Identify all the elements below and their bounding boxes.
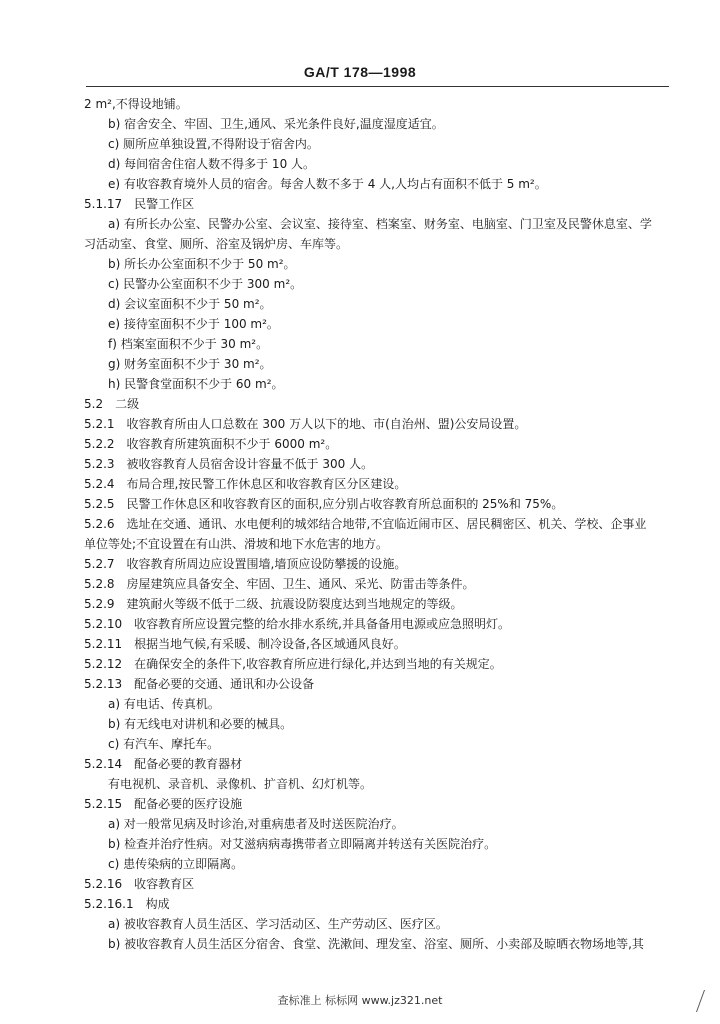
text-line: 5.1.17 民警工作区 <box>84 197 195 211</box>
text-line: 5.2 二级 <box>84 397 140 411</box>
text-line: 5.2.13 配备必要的交通、通讯和办公设备 <box>84 677 315 691</box>
text-line: 5.2.2 收容教育所建筑面积不少于 6000 m²。 <box>84 437 338 451</box>
text-line: b) 有无线电对讲机和必要的械具。 <box>108 717 293 731</box>
text-line: 5.2.14 配备必要的教育器材 <box>84 757 243 771</box>
text-line: c) 患传染病的立即隔离。 <box>108 857 244 871</box>
text-line: 5.2.11 根据当地气候,有采暖、制冷设备,各区域通风良好。 <box>84 637 406 651</box>
text-line: 5.2.16.1 构成 <box>84 897 170 911</box>
text-line: 单位等处;不宜设置在有山洪、滑坡和地下水危害的地方。 <box>84 537 389 551</box>
text-line: 5.2.4 布局合理,按民警工作休息区和收容教育区分区建设。 <box>84 477 407 491</box>
text-line: 5.2.8 房屋建筑应具备安全、牢固、卫生、通风、采光、防雷击等条件。 <box>84 577 475 591</box>
text-line: c) 厕所应单独设置,不得附设于宿舍内。 <box>108 137 319 151</box>
text-line: a) 有所长办公室、民警办公室、会议室、接待室、档案室、财务室、电脑室、门卫室及民警休息室、学 <box>108 217 652 231</box>
text-line: c) 民警办公室面积不少于 300 m²。 <box>108 277 303 291</box>
text-line: 5.2.16 收容教育区 <box>84 877 195 891</box>
text-line: b) 检查并治疗性病。对艾滋病病毒携带者立即隔离并转送有关医院治疗。 <box>108 837 497 851</box>
text-line: 5.2.15 配备必要的医疗设施 <box>84 797 243 811</box>
text-line: 有电视机、录音机、录像机、扩音机、幻灯机等。 <box>108 777 373 791</box>
text-line: b) 宿舍安全、牢固、卫生,通风、采光条件良好,温度湿度适宜。 <box>108 117 444 131</box>
text-line: 5.2.1 收容教育所由人口总数在 300 万人以下的地、市(自治州、盟)公安局设置。 <box>84 417 527 431</box>
text-line: b) 被收容教育人员生活区分宿舍、食堂、洗漱间、理发室、浴室、厕所、小卖部及晾晒衣物场地等,其 <box>108 937 644 951</box>
text-line: e) 有收容教育境外人员的宿舍。每舍人数不多于 4 人,人均占有面积不低于 5 m²。 <box>108 177 547 191</box>
text-line: a) 有电话、传真机。 <box>108 697 220 711</box>
text-line: 5.2.9 建筑耐火等级不低于二级、抗震设防裂度达到当地规定的等级。 <box>84 597 463 611</box>
text-line: e) 接待室面积不少于 100 m²。 <box>108 317 279 331</box>
text-line: 2 m²,不得设地铺。 <box>84 97 188 111</box>
text-line: 5.2.10 收容教育所应设置完整的给水排水系统,并具备备用电源或应急照明灯。 <box>84 617 510 631</box>
text-line: h) 民警食堂面积不少于 60 m²。 <box>108 377 284 391</box>
header-divider <box>86 86 669 87</box>
text-line: d) 每间宿舍住宿人数不得多于 10 人。 <box>108 157 316 171</box>
text-line: a) 被收容教育人员生活区、学习活动区、生产劳动区、医疗区。 <box>108 917 448 931</box>
text-line: 5.2.12 在确保安全的条件下,收容教育所应进行绿化,并达到当地的有关规定。 <box>84 657 502 671</box>
text-line: a) 对一般常见病及时诊治,对重病患者及时送医院治疗。 <box>108 817 404 831</box>
text-line: d) 会议室面积不少于 50 m²。 <box>108 297 272 311</box>
document-body <box>84 94 674 954</box>
text-line: f) 档案室面积不少于 30 m²。 <box>108 337 269 351</box>
text-line: 5.2.5 民警工作休息区和收容教育区的面积,应分别占收容教育所总面积的 25%和 75%。 <box>84 497 564 511</box>
page-footer-watermark: 查标准上 标标网 www.jz321.net <box>277 994 443 1007</box>
text-line: 5.2.3 被收容教育人员宿舍设计容量不低于 300 人。 <box>84 457 374 471</box>
text-line: b) 所长办公室面积不少于 50 m²。 <box>108 257 296 271</box>
text-line: 5.2.6 选址在交通、通讯、水电便利的城郊结合地带,不宜临近闹市区、居民稠密区、机关、学校、企事业 <box>84 517 647 531</box>
text-line: 5.2.7 收容教育所周边应设置围墙,墙顶应设防攀援的设施。 <box>84 557 407 571</box>
text-line: 习活动室、食堂、厕所、浴室及锅炉房、车库等。 <box>84 237 349 251</box>
page-header-standard-code: GA/T 178—1998 <box>303 64 417 80</box>
text-line: g) 财务室面积不少于 30 m²。 <box>108 357 272 371</box>
text-line: c) 有汽车、摩托车。 <box>108 737 220 751</box>
